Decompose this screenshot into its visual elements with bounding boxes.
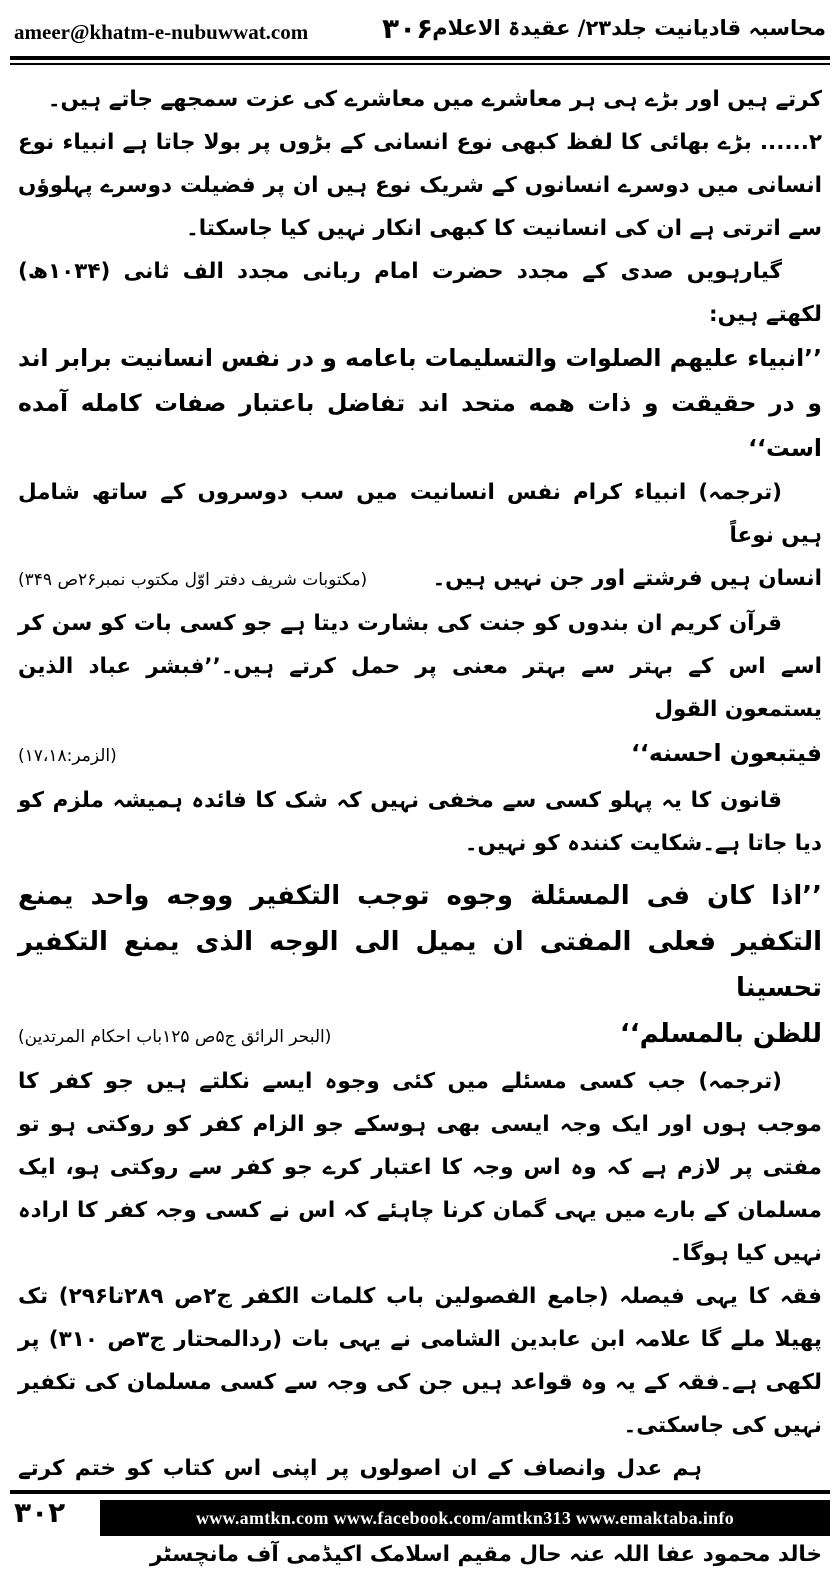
citation: (البحر الرائق ج۵ص ۱۲۵باب احکام المرتدین): [18, 1027, 332, 1047]
paragraph: ہم عدل وانصاف کے ان اصولوں پر اپنی اس کتاب کو ختم کرتے: [18, 1456, 702, 1481]
arabic-quote-end: للظن بالمسلم‘‘: [619, 1019, 822, 1049]
paragraph: قرآن کریم ان بندوں کو جنت کی بشارت دیتا ہے جو کسی بات کو سن کر اسے اس کے بہتر سے بہتر معنی پر حمل کرتے ہیں۔’’فبشر عباد الذین یستمعون القول: [18, 611, 822, 722]
header-page-number: ۳۰۶: [382, 12, 434, 45]
citation: (مکتوبات شریف دفتر اوّل مکتوب نمبر۲۶ص ۳۴۹): [18, 570, 368, 590]
reference-line: [18, 1011, 822, 1060]
translation-end: انسان ہیں فرشتے اور جن نہیں ہیں۔: [432, 566, 822, 591]
persian-quote: ’’انبیاء علیهم الصلوات والتسلیمات باعامه و در نفس انسانیت برابر اند و در حقیقت و ذات همه متحد اند تفاضل باعتبار صفات کامله آمده است‘‘: [18, 344, 822, 462]
paragraph: قانون کا یہ پہلو کسی سے مخفی نہیں کہ شک کا فائدہ ہمیشہ ملزم کو دیا جاتا ہے۔شکایت کنندہ کو نہیں۔: [18, 788, 822, 856]
translation: (ترجمہ) انبیاء کرام نفس انسانیت میں سب دوسروں کے ساتھ شامل ہیں نوعاً: [18, 480, 822, 548]
header-rule-thin: [10, 63, 830, 65]
arabic-quote: ’’اذا کان فی المسئلة وجوه توجب التکفیر ووجه واحد یمنع التکفیر فعلی المفتی ان یمیل الی الوجه الذی یمنع التکفیر تحسینا: [18, 881, 822, 1003]
translation: (ترجمہ) جب کسی مسئلے میں کئی وجوہ ایسے نکلتے ہیں جو کفر کا موجب ہوں اور ایک وجہ ایسی بھی ہوسکے جو الزام کفر کو روکتی ہو تو مفتی پر لازم ہے کہ وہ اس وجہ کا اعتبار کرے جو کفر سے روکتی ہو، ایک مسلمان کے بارے میں یہی گمان کرنا چاہئے کہ اس نے کسی وجہ کفر کا ارادہ نہیں کیا ہوگا۔: [18, 1069, 822, 1266]
header-email: ameer@khatm-e-nubuwwat.com: [14, 20, 309, 44]
quran-quote-end: فیتبعون احسنه‘‘: [630, 739, 822, 767]
header-title: محاسبہ قادیانیت جلد۲۳/ عقیدۃ الاعلام: [432, 16, 826, 40]
header-rule-thick: [10, 56, 830, 60]
paragraph: کرتے ہیں اور بڑے ہی ہر معاشرے میں معاشرے کی عزت سمجھے جاتے ہیں۔: [47, 87, 822, 112]
paragraph: فقہ کا یہی فیصلہ (جامع الفصولین باب کلمات الکفر ج۲ص ۲۸۹تا۲۹۶) تک پھیلا ملے گا علامہ ابن عابدین الشامی نے یہی بات (ردالمحتار ج۳ص ۳۱۰) پر لکھی ہے۔فقہ کے یہ وہ قواعد ہیں جن کی وجہ سے کسی مسلمان کی تکفیر نہیں کی جاسکتی۔: [18, 1284, 822, 1438]
footer-page-number: ۳۰۲: [14, 1496, 66, 1529]
reference-line: [18, 731, 822, 779]
page-header: [0, 0, 840, 58]
paragraph: ۲...... بڑے بھائی کا لفظ کبھی نوع انسانی کے بڑوں پر بولا جاتا ہے انبیاء نوع انسانی میں دوسرے انسانوں کے شریک نوع ہیں ان پر فضیلت دوسرے پہلوؤں سے اترتی ہے ان کی انسانیت کا کبھی انکار نہیں کیا جاسکتا۔: [18, 130, 822, 241]
footer-links: www.amtkn.com www.facebook.com/amtkn313 www.emaktaba.info: [100, 1500, 830, 1536]
citation: (الزمر:۱۷،۱۸): [18, 746, 117, 766]
signature: خالد محمود عفا اللہ عنہ حال مقیم اسلامک اکیڈمی آف مانچسٹر: [149, 1542, 822, 1567]
paragraph: گیارہویں صدی کے مجدد حضرت امام ربانی مجدد الف ثانی (۱۰۳۴ھ) لکھتے ہیں:: [18, 259, 822, 327]
reference-line: [18, 557, 822, 602]
footer-rule: [10, 1490, 830, 1494]
page-footer: [0, 1490, 840, 1540]
